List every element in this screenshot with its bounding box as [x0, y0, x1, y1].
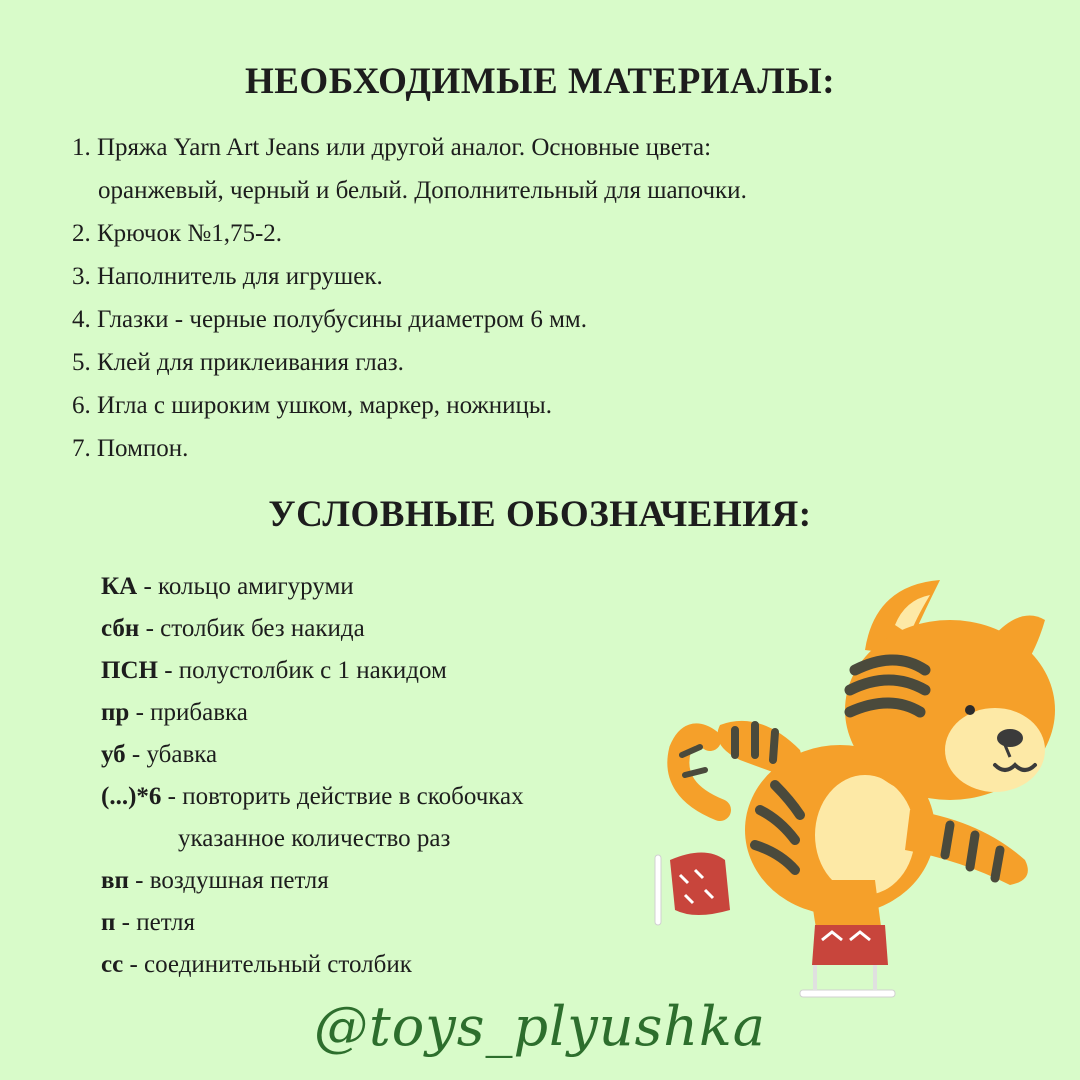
legend-desc: - полустолбик с 1 накидом	[157, 657, 447, 684]
material-text: Глазки - черные полубусины диаметром 6 мм.	[97, 306, 588, 333]
material-item-3	[72, 255, 747, 298]
legend-item	[101, 692, 524, 734]
material-item-5	[72, 341, 747, 384]
materials-list	[72, 126, 747, 470]
material-text-continued: оранжевый, черный и белый. Дополнительный для шапочки.	[98, 177, 747, 204]
material-item-1-continuation	[72, 169, 747, 212]
legend-desc: - петля	[115, 909, 195, 936]
legend-term: уб	[101, 741, 126, 768]
legend-term: сбн	[101, 615, 140, 642]
legend-item	[101, 860, 524, 902]
material-item-7	[72, 427, 747, 470]
legend-desc: - повторить действие в скобочках	[161, 783, 524, 810]
legend-term: пр	[101, 699, 130, 726]
legend-term: ПСН	[101, 657, 158, 684]
material-text: Помпон.	[97, 435, 189, 462]
material-num: 3.	[72, 263, 91, 290]
legend-term: вп	[101, 867, 129, 894]
material-item-2	[72, 212, 747, 255]
legend-item	[101, 902, 524, 944]
legend-item	[101, 566, 524, 608]
material-num: 1.	[72, 134, 91, 161]
material-num: 5.	[72, 349, 91, 376]
material-item-1	[72, 126, 747, 169]
legend-desc: - кольцо амигуруми	[137, 573, 354, 600]
material-text: Крючок №1,75-2.	[97, 220, 283, 247]
legend-term: (...)*6	[101, 783, 162, 810]
tiger-head	[845, 580, 1055, 800]
legend-desc-continued: указанное количество раз	[178, 825, 451, 852]
material-item-4	[72, 298, 747, 341]
material-text: Клей для приклеивания глаз.	[97, 349, 404, 376]
materials-heading: НЕОБХОДИМЫЕ МАТЕРИАЛЫ:	[244, 61, 836, 102]
legend-item	[101, 734, 524, 776]
material-num: 7.	[72, 435, 91, 462]
legend-item	[101, 776, 524, 818]
material-num: 2.	[72, 220, 91, 247]
legend-item	[101, 608, 524, 650]
legend-item	[101, 650, 524, 692]
legend-item-continuation	[101, 818, 524, 860]
material-num: 4.	[72, 306, 91, 333]
material-text: Пряжа Yarn Art Jeans или другой аналог. Основные цвета:	[97, 134, 712, 161]
material-text: Наполнитель для игрушек.	[97, 263, 383, 290]
legend-item	[101, 944, 524, 986]
tiger-front-arm	[905, 810, 1028, 885]
legend-heading: УСЛОВНЫЕ ОБОЗНАЧЕНИЯ:	[268, 494, 812, 535]
material-item-6	[72, 384, 747, 427]
skating-tiger-illustration	[650, 560, 1080, 1010]
legend-desc: - воздушная петля	[128, 867, 329, 894]
legend-desc: - убавка	[125, 741, 218, 768]
legend-desc: - прибавка	[129, 699, 248, 726]
watermark-handle: @toys_plyushka	[314, 995, 766, 1058]
legend-term: п	[101, 909, 116, 936]
legend-term: КА	[101, 573, 138, 600]
back-skate	[655, 853, 730, 926]
legend-desc: - столбик без накида	[139, 615, 365, 642]
legend-term: сс	[101, 951, 124, 978]
legend-list	[101, 566, 524, 986]
legend-desc: - соединительный столбик	[123, 951, 412, 978]
material-text: Игла с широким ушком, маркер, ножницы.	[97, 392, 552, 419]
material-num: 6.	[72, 392, 91, 419]
